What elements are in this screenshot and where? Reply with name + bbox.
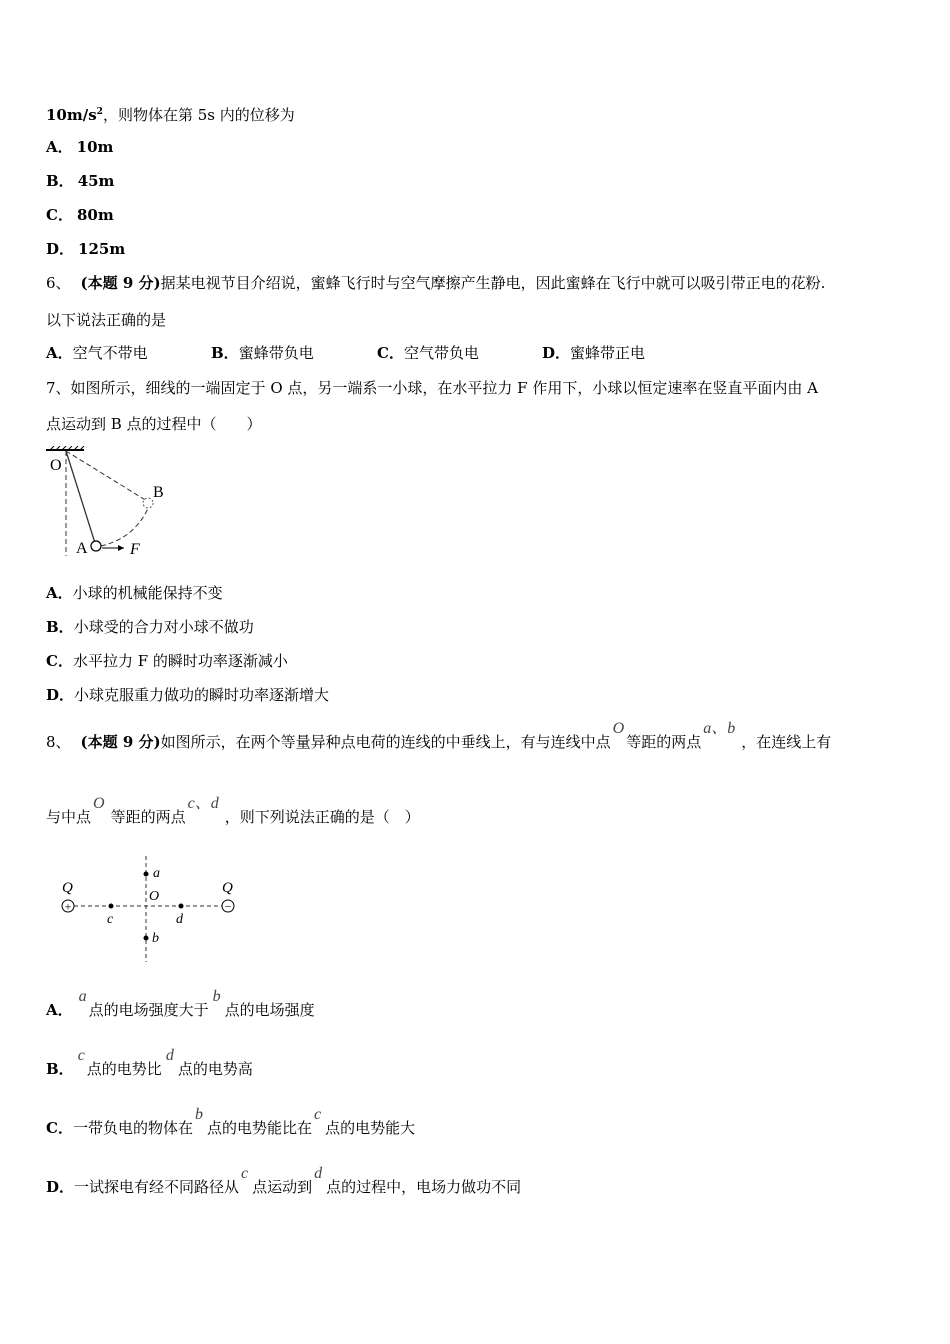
q8-point-d [179, 904, 184, 909]
q8-label-o: O [149, 889, 160, 904]
q6-number: 6、 [46, 274, 71, 292]
q8-option-b[interactable]: B．c点的电势比d点的电势高 [46, 1047, 253, 1078]
q8-label-d: d [176, 912, 183, 927]
q5-stem-tail [46, 102, 295, 125]
q7-label-f: F [130, 541, 140, 558]
q5-unit: 10m/s [46, 106, 97, 124]
q8-point-c [109, 904, 114, 909]
q8-sym-o-2: O [93, 795, 105, 812]
q5-option-c[interactable]: C． 80m [46, 206, 114, 224]
q7-ball-a [91, 541, 101, 551]
q8-point-b [144, 936, 149, 941]
q7-option-d[interactable]: D．小球克服重力做功的瞬时功率逐渐增大 [46, 686, 330, 704]
q6-option-a[interactable]: A．空气不带电 [46, 344, 148, 362]
q8-sym-ab: a、b [703, 720, 736, 737]
q6-option-c[interactable]: C．空气带负电 [377, 344, 479, 362]
q7-ball-b [143, 498, 153, 508]
q7-option-b[interactable]: B．小球受的合力对小球不做功 [46, 618, 254, 636]
q7-label-b: B [153, 484, 164, 501]
q7-pendulum-figure [44, 446, 184, 564]
q5-option-d[interactable]: D． 125m [46, 240, 126, 258]
q8-charges-figure [56, 852, 246, 964]
q7-label-o: O [50, 457, 62, 474]
q5-unit-sup: 2 [96, 107, 103, 117]
q6-stem-text: 据某电视节目介绍说，蜜蜂飞行时与空气摩擦产生静电，因此蜜蜂在飞行中就可以吸引带正电的花粉. [160, 274, 826, 292]
q7-option-a[interactable]: A．小球的机械能保持不变 [46, 584, 223, 602]
q8-option-d[interactable]: D．一试探电有经不同路径从c点运动到d点的过程中，电场力做功不同 [46, 1165, 522, 1196]
q7-stem-line2: 点运动到 B 点的过程中（ ） [46, 415, 262, 433]
q8-option-c[interactable]: C．一带负电的物体在b点的电势能比在c点的电势能大 [46, 1106, 416, 1137]
q5-stem-rest: ，则物体在第 5s 内的位移为 [102, 106, 295, 124]
q6-stem-line1 [46, 273, 825, 293]
q8-option-a[interactable]: A．a点的电场强度大于b点的电场强度 [46, 988, 315, 1019]
q6-option-d[interactable]: D．蜜蜂带正电 [542, 344, 646, 362]
q8-label-a: a [153, 866, 160, 881]
q8-score: (本题 9 分) [80, 733, 161, 751]
q8-stem-line2: 与中点O等距的两点c、d，则下列说法正确的是（ ） [46, 795, 420, 826]
q7-option-c[interactable]: C．水平拉力 F 的瞬时功率逐渐减小 [46, 652, 288, 670]
q8-number: 8、 [46, 733, 71, 751]
q6-score: (本题 9 分) [80, 274, 161, 292]
q8-label-q-right: Q [222, 880, 233, 896]
q5-option-b[interactable]: B． 45m [46, 172, 115, 190]
q7-stem-line1: 7、如图所示，细线的一端固定于 O 点，另一端系一小球，在水平拉力 F 作用下，小球以恒定速率在竖直平面内由 A [46, 379, 818, 397]
q8-plus-sign: + [64, 899, 72, 914]
q8-point-a [144, 872, 149, 877]
q8-sym-cd: c、d [187, 795, 219, 812]
q7-label-a: A [76, 540, 88, 557]
q8-label-q-left: Q [62, 880, 73, 896]
q8-minus-sign: − [224, 899, 232, 914]
q8-stem-line1: 8、 (本题 9 分)如图所示，在两个等量异种点电荷的连线的中垂线上，有与连线中点O等距的两点a、b，在连线上有 [46, 720, 832, 751]
q6-option-b[interactable]: B．蜜蜂带负电 [211, 344, 314, 362]
q6-stem-line2: 以下说法正确的是 [46, 311, 167, 329]
q8-sym-o: O [612, 720, 625, 737]
q5-option-a[interactable]: A． 10m [46, 138, 114, 156]
q8-label-b: b [152, 931, 159, 946]
q8-label-c: c [107, 912, 114, 927]
